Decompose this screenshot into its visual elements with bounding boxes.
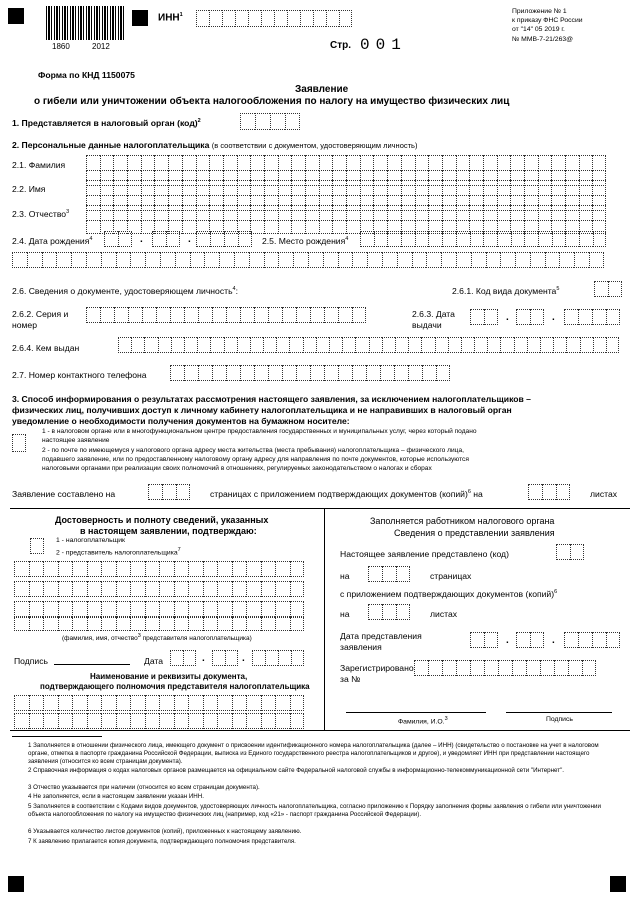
staff-section-title: Заполняется работником налогового органа — [370, 516, 555, 526]
tax-authority-code[interactable] — [240, 113, 300, 130]
pages-attachment-label: страницах с приложением подтверждающих документов (копий)$^6$ на — [210, 489, 483, 499]
submission-date-label-2: заявления — [340, 642, 382, 652]
staff-section-subtitle: Сведения о представлении заявления — [394, 528, 555, 538]
staff-signature-caption: Подпись — [546, 716, 573, 723]
footnote: 1 Заполняется в отношении физического лица, имеющего документ о присвоении идентификационного номера налогоплательщика (далее – ИНН) (свидетельство о постановке на учет в налоговом органе, отметка в паспорте гражданина Российской Федерации, выписка из Единого государственного реестра налогоплательщиков и другое), и уведомляет ИНН при представлении настоящего заявления (относится ко всем страницам документа). — [28, 742, 599, 765]
submission-date-year[interactable] — [564, 632, 620, 648]
name-row1[interactable] — [86, 180, 606, 196]
signature-label: Подпись — [14, 656, 49, 666]
pages-count[interactable] — [148, 484, 190, 500]
tax-authority-label: 1. Представляется в налоговый орган (код)$^2$ — [12, 118, 201, 128]
patronymic-row1[interactable] — [86, 205, 606, 221]
notify-option-2b: подавшего заявление, или по предоставленному налоговому органу адресу для направления по почте документов, которые используются — [42, 456, 469, 463]
inn-cells[interactable] — [196, 10, 352, 27]
footnote: 2 Справочная информация о кодах налоговых органов размещается на официальном сайте Федеральной налоговой службы в информационно-телекоммуникационной сети "Интернет". — [28, 767, 565, 774]
footnote: 7 К заявлению прилагается копия документа, подтверждающего полномочия представителя. — [28, 838, 296, 845]
issue-date-label: 2.6.3. Дата — [412, 309, 455, 319]
footnote: 6 Указывается количество листов документов (копий), приложенных к настоящему заявлению. — [28, 828, 302, 835]
staff-signature-line[interactable] — [506, 712, 612, 713]
signer-option-2: 2 - представитель налогоплательщика$^7$ — [56, 547, 181, 557]
birthplace-row1[interactable] — [360, 231, 606, 247]
issue-date-day[interactable] — [470, 309, 498, 325]
authority-doc-title: Наименование и реквизиты документа, — [90, 672, 248, 681]
series-label-2: номер — [12, 320, 37, 330]
page-value: 001 — [360, 36, 407, 54]
fio-row3[interactable] — [14, 601, 304, 617]
notify-option-1: 1 - в налоговом органе или в многофункциональном центре предоставления государственных и муниципальных услуг, через который подано — [42, 428, 477, 435]
notify-option-1b: настоящее заявление — [42, 437, 110, 444]
date-separator: . — [552, 312, 555, 323]
authority-doc-row1[interactable] — [14, 695, 304, 711]
name-label: 2.2. Имя — [12, 184, 46, 194]
signer-code[interactable] — [30, 538, 44, 554]
fio-caption: (фамилия, имя, отчество$^3$ представителя налогоплательщика) — [62, 633, 252, 643]
notify-method-line3: уведомление о необходимости получения документов на бумажном носителе: — [12, 416, 350, 426]
series-number-cells[interactable] — [86, 307, 366, 323]
patronymic-label: 2.3. Отчество$^3$ — [12, 209, 70, 219]
signer-option-1: 1 - налогоплательщик — [56, 537, 126, 544]
footnote: 5 Заполняется в соответствии с Кодами видов документов, удостоверяющих личность налогоплательщика, согласно приложению к Порядку заполнения формы заявления о гибели или уничтожении объекта налогообложения по налогу на имущество физических лиц (например, код «21» - паспорт гражданина Российской Федерации). — [28, 803, 601, 818]
notify-option-2c: налоговыми органами при реализации своих полномочий в отношениях, регулируемых законодательством о налогах и сборах — [42, 465, 432, 472]
issue-date-month[interactable] — [516, 309, 544, 325]
birthdate-year[interactable] — [196, 231, 252, 247]
barcode-number-right: 2012 — [92, 42, 110, 51]
staff-sheets-count[interactable] — [368, 604, 410, 620]
registered-label: Зарегистрировано — [340, 663, 414, 673]
on-label: на — [340, 571, 350, 581]
corner-marker — [132, 10, 148, 26]
birthplace-row2[interactable] — [12, 252, 604, 268]
confirm-title: Достоверность и полноту сведений, указанных — [55, 515, 269, 525]
signature-line[interactable] — [54, 664, 130, 665]
attachments-label: с приложением подтверждающих документов (копий)$^6$ — [340, 589, 558, 599]
surname-label: 2.1. Фамилия — [12, 160, 66, 170]
corner-marker — [8, 876, 24, 892]
submission-date-label: Дата представления — [340, 631, 422, 641]
on-label-2: на — [340, 609, 350, 619]
appendix-line3: от "14" 05 2019 г. — [512, 26, 565, 33]
confirm-subtitle: в настоящем заявлении, подтверждаю: — [80, 526, 257, 536]
notify-method-code[interactable] — [12, 434, 26, 452]
submitted-code-label: Настоящее заявление представлено (код) — [340, 549, 509, 559]
date-label: Дата — [144, 656, 164, 666]
date-separator: . — [242, 653, 245, 664]
inn-label: ИНН$^1$ — [158, 12, 183, 24]
divider — [10, 730, 630, 731]
footnote: 4 Не заполняется, если в настоящем заявлении указан ИНН. — [28, 793, 204, 800]
sheets-label: листах — [590, 489, 618, 499]
id-document-label: 2.6. Сведения о документе, удостоверяющем личность$^4$: — [12, 286, 238, 296]
date-separator: . — [506, 635, 509, 646]
registration-number-cells[interactable] — [414, 660, 596, 676]
divider — [324, 508, 325, 730]
confirm-date-year[interactable] — [252, 650, 304, 666]
appendix-line2: к приказу ФНС России — [512, 17, 583, 24]
doc-code-cells[interactable] — [594, 281, 622, 297]
barcode-number-left: 1860 — [52, 42, 70, 51]
corner-marker — [610, 876, 626, 892]
divider — [10, 508, 630, 509]
form-title: Заявление — [295, 84, 349, 95]
appendix-line4: № ММВ-7-21/263@ — [512, 36, 574, 43]
corner-marker — [8, 8, 24, 24]
issue-date-label-2: выдачи — [412, 320, 442, 330]
sheets-word: листах — [430, 609, 458, 619]
issued-by-label: 2.6.4. Кем выдан — [12, 343, 80, 353]
staff-name-line[interactable] — [346, 712, 486, 713]
doc-code-label: 2.6.1. Код вида документа$^5$ — [452, 286, 560, 296]
barcode — [46, 6, 126, 40]
attachment-sheets-count[interactable] — [528, 484, 570, 500]
birthdate-month[interactable] — [152, 231, 180, 247]
date-separator: . — [506, 312, 509, 323]
submission-date-day[interactable] — [470, 632, 498, 648]
fio-row2[interactable] — [14, 581, 304, 597]
footnote-separator — [12, 736, 102, 737]
birthplace-label: 2.5. Место рождения$^4$ — [262, 236, 349, 246]
staff-pages-count[interactable] — [368, 566, 410, 582]
issue-date-year[interactable] — [564, 309, 620, 325]
personal-data-label: 2. Персональные данные налогоплательщика (в соответствии с документом, удостоверяющим личность) — [12, 140, 418, 150]
date-separator: . — [188, 234, 191, 245]
authority-doc-subtitle: подтверждающего полномочия представителя налогоплательщика — [40, 682, 310, 691]
phone-label: 2.7. Номер контактного телефона — [12, 370, 147, 380]
date-separator: . — [202, 653, 205, 664]
appendix-line1: Приложение № 1 — [512, 8, 567, 15]
staff-name-caption: Фамилия, И.О.$^3$ — [398, 716, 448, 726]
page-label: Стр. — [330, 40, 352, 51]
date-separator: . — [140, 234, 143, 245]
fio-row1[interactable] — [14, 561, 304, 577]
registered-number-label: за № — [340, 674, 361, 684]
notify-method-line2: физических лиц, получивших доступ к личному кабинету налогоплательщика и не направивших в налоговый орган — [12, 405, 512, 415]
confirm-date-day[interactable] — [170, 650, 196, 666]
footnote: 3 Отчество указывается при наличии (относится ко всем страницам документа). — [28, 784, 260, 791]
date-separator: . — [552, 635, 555, 646]
birthdate-day[interactable] — [104, 231, 132, 247]
series-label: 2.6.2. Серия и — [12, 309, 69, 319]
confirm-date-month[interactable] — [212, 650, 238, 666]
pages-word: страницах — [430, 571, 472, 581]
notify-option-2: 2 - по почте по имеющемуся у налогового органа адресу места жительства (места пребывания) налогоплательщика – физического лица, — [42, 447, 464, 454]
form-code: Форма по КНД 1150075 — [38, 70, 135, 80]
phone-cells[interactable] — [170, 365, 450, 381]
fio-row4[interactable] — [14, 617, 304, 631]
issued-by-row1[interactable] — [118, 337, 619, 353]
submission-date-month[interactable] — [516, 632, 544, 648]
birthdate-label: 2.4. Дата рождения$^4$ — [12, 236, 93, 246]
notify-method-line1: 3. Способ информирования о результатах рассмотрения настоящего заявления, за исключением налогоплательщиков – — [12, 394, 531, 404]
form-subtitle: о гибели или уничтожении объекта налогообложения по налогу на имущество физических лиц — [34, 96, 510, 107]
pages-label: Заявление составлено на — [12, 489, 116, 499]
surname-row1[interactable] — [86, 155, 606, 171]
authority-doc-row2[interactable] — [14, 713, 304, 729]
submitted-code-cells[interactable] — [556, 544, 584, 560]
